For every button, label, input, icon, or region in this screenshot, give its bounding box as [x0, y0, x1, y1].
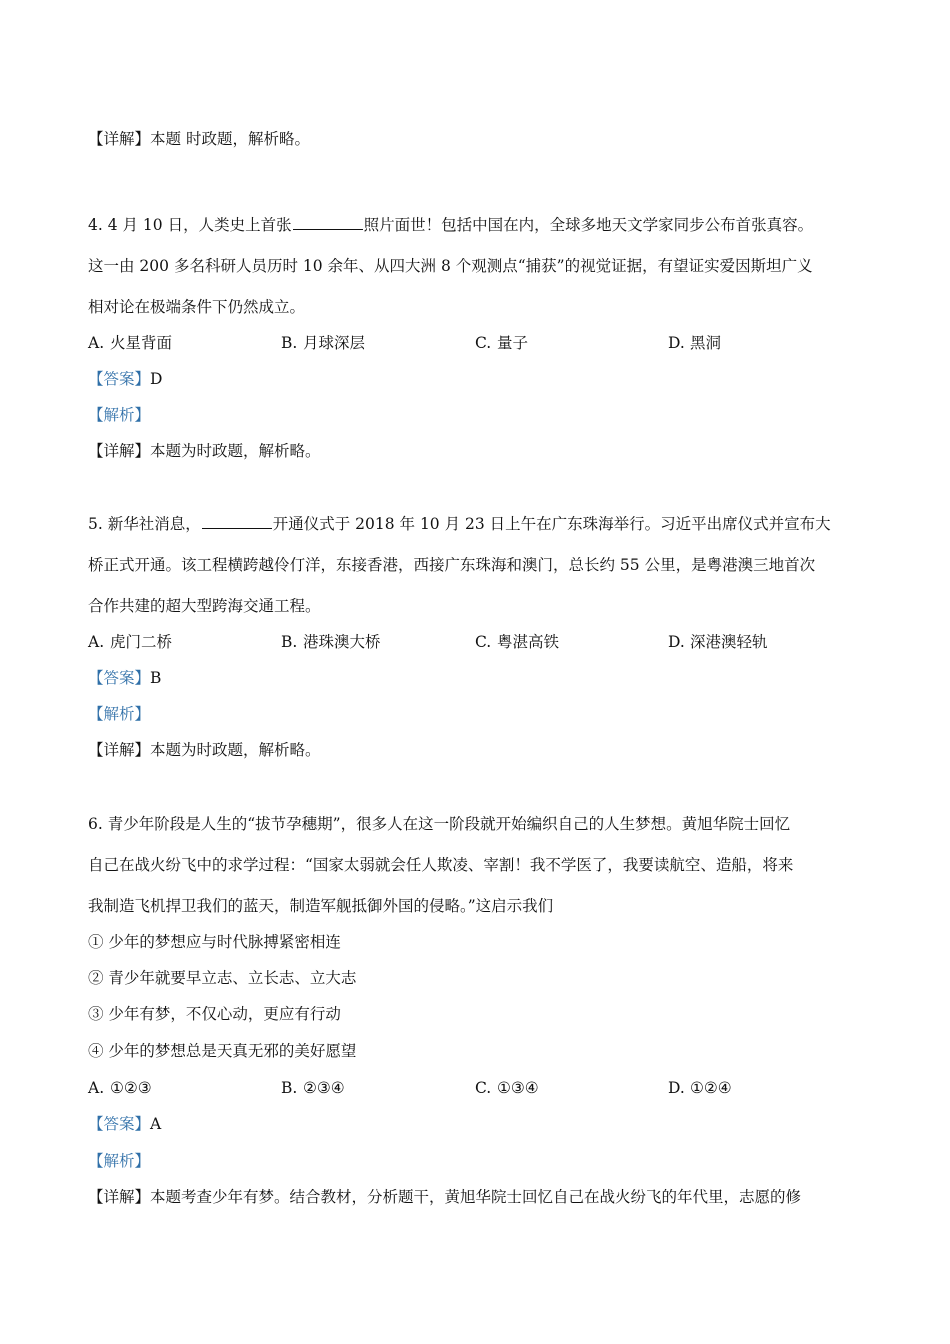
q4-stem-line-2: 这一由 200 多名科研人员历时 10 余年、从四大洲 8 个观测点“捕获”的视觉证据，有望证实爱因斯坦广义 — [88, 257, 813, 275]
answer-value: A — [150, 1115, 162, 1133]
q5-option-a — [88, 631, 172, 653]
q6-analysis: 【解析】 — [88, 1152, 151, 1170]
q5-stem-text: 开通仪式于 2018 年 10 月 23 日上午在广东珠海举行。习近平出席仪式并宣布大 — [272, 515, 831, 533]
q5-stem-line-1 — [88, 513, 831, 535]
q4-analysis: 【解析】 — [88, 406, 151, 424]
q6-option-b — [281, 1077, 345, 1099]
q4-option-c — [475, 332, 528, 354]
q6-option-c — [475, 1077, 539, 1099]
option-text: 火星背面 — [110, 334, 173, 352]
option-key: C. — [475, 334, 492, 352]
q3-detail — [88, 128, 310, 150]
q5-option-c — [475, 631, 559, 653]
q4-answer — [88, 368, 162, 390]
detail-text: 本题考查少年有梦。结合教材，分析题干，黄旭华院士回忆自己在战火纷飞的年代里，志愿的修 — [150, 1188, 802, 1206]
q4-stem-line-3: 相对论在极端条件下仍然成立。 — [88, 298, 306, 316]
q6-item-3: ③ 少年有梦，不仅心动，更应有行动 — [88, 1005, 341, 1023]
q6-item-1: ① 少年的梦想应与时代脉搏紧密相连 — [88, 933, 341, 951]
q6-answer — [88, 1113, 161, 1135]
option-text: 量子 — [497, 334, 529, 352]
q5-option-b — [281, 631, 381, 653]
q4-stem-line-1 — [88, 214, 813, 236]
option-key: D. — [668, 1079, 685, 1097]
option-key: A. — [88, 1079, 105, 1097]
q4-option-b — [281, 332, 365, 354]
q5-answer — [88, 667, 161, 689]
option-text: 港珠澳大桥 — [303, 633, 381, 651]
option-key: B. — [281, 633, 298, 651]
detail-text: 本题为时政题，解析略。 — [150, 741, 321, 759]
q4-option-d — [668, 332, 721, 354]
detail-tag: 【详解】 — [88, 1188, 151, 1206]
option-text: ②③④ — [303, 1079, 345, 1097]
q6-detail — [88, 1186, 801, 1208]
q5-option-d — [668, 631, 768, 653]
answer-blank — [293, 214, 363, 230]
q4-stem-text: 照片面世！包括中国在内，全球多地天文学家同步公布首张真容。 — [363, 216, 814, 234]
option-key: D. — [668, 334, 685, 352]
option-text: 虎门二桥 — [110, 633, 173, 651]
answer-tag: 【答案】 — [88, 669, 151, 687]
q6-option-d — [668, 1077, 732, 1099]
option-key: B. — [281, 1079, 298, 1097]
q6-stem-line-3: 我制造飞机捍卫我们的蓝天，制造军舰抵御外国的侵略。”这启示我们 — [88, 897, 554, 915]
q4-option-a — [88, 332, 172, 354]
q5-stem-line-3: 合作共建的超大型跨海交通工程。 — [88, 597, 321, 615]
q5-stem-line-2: 桥正式开通。该工程横跨越伶仃洋，东接香港，西接广东珠海和澳门，总长约 55 公里，是粤港澳三地首次 — [88, 556, 816, 574]
q6-stem-line-1: 6. 青少年阶段是人生的“拔节孕穗期”，很多人在这一阶段就开始编织自己的人生梦想。黄旭华院士回忆 — [88, 815, 791, 833]
option-key: C. — [475, 633, 492, 651]
answer-tag: 【答案】 — [88, 370, 151, 388]
answer-value: B — [150, 669, 162, 687]
detail-tag: 【详解】 — [88, 442, 151, 460]
q6-item-4: ④ 少年的梦想总是天真无邪的美好愿望 — [88, 1042, 357, 1060]
option-text: ①②④ — [690, 1079, 732, 1097]
detail-text: 本题为时政题，解析略。 — [150, 442, 321, 460]
option-key: D. — [668, 633, 685, 651]
answer-blank — [202, 513, 272, 529]
q4-stem-text: 4. 4 月 10 日，人类史上首张 — [88, 216, 292, 234]
q5-analysis: 【解析】 — [88, 705, 151, 723]
option-text: 月球深层 — [303, 334, 366, 352]
option-text: 粤湛高铁 — [497, 633, 560, 651]
option-key: A. — [88, 334, 105, 352]
option-text: ①②③ — [110, 1079, 152, 1097]
option-text: 黑洞 — [690, 334, 722, 352]
option-text: 深港澳轻轨 — [690, 633, 768, 651]
answer-tag: 【答案】 — [88, 1115, 151, 1133]
option-key: B. — [281, 334, 298, 352]
detail-tag: 【详解】 — [88, 741, 151, 759]
answer-value: D — [150, 370, 163, 388]
option-text: ①③④ — [497, 1079, 539, 1097]
q5-detail — [88, 739, 321, 761]
q6-stem-line-2: 自己在战火纷飞中的求学过程：“国家太弱就会任人欺凌、宰割！我不学医了，我要读航空、造船，将来 — [88, 856, 794, 874]
q5-stem-text: 5. 新华社消息， — [88, 515, 201, 533]
option-key: C. — [475, 1079, 492, 1097]
q6-item-2: ② 青少年就要早立志、立长志、立大志 — [88, 969, 357, 987]
q4-detail — [88, 440, 321, 462]
option-key: A. — [88, 633, 105, 651]
q6-option-a — [88, 1077, 152, 1099]
detail-text: 本题 时政题，解析略。 — [150, 130, 310, 148]
detail-tag: 【详解】 — [88, 130, 151, 148]
